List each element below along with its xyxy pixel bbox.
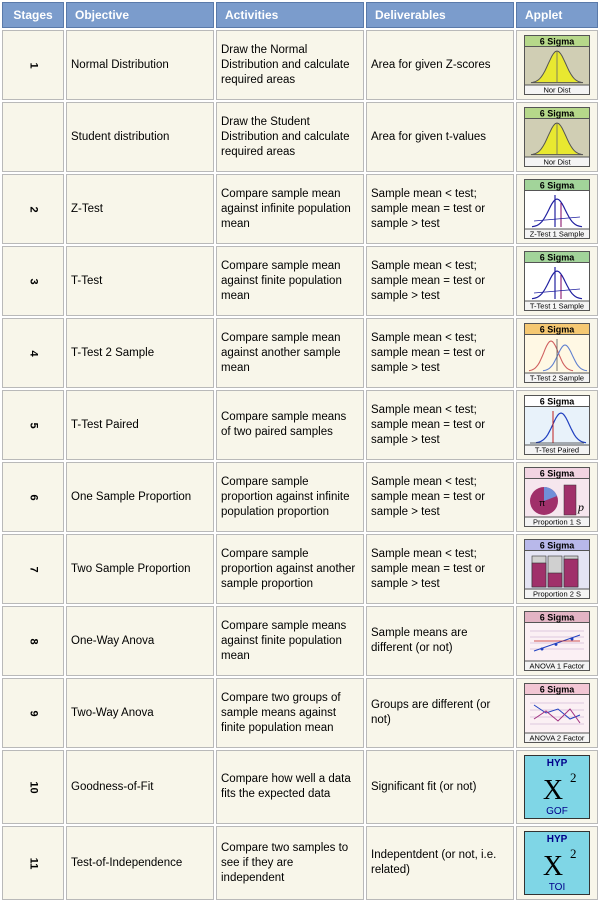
applet-title: 6 Sigma — [539, 108, 575, 119]
stage-cell — [2, 462, 64, 532]
table-row — [2, 30, 598, 100]
chi-symbol: X — [542, 851, 564, 882]
stage-number: 7 — [27, 565, 40, 573]
activities-cell: Compare sample mean against infinite population mean — [216, 174, 364, 244]
header-deliverables: Deliverables — [366, 2, 514, 28]
applet-title: 6 Sigma — [539, 36, 575, 47]
applet-cell — [516, 30, 598, 100]
stage-number: 3 — [27, 277, 40, 285]
applet-caption: TOI — [548, 882, 566, 893]
applet-caption: GOF — [546, 806, 568, 817]
deliverables-cell: Sample mean < test; sample mean = test or sample > test — [366, 174, 514, 244]
stage-cell — [2, 678, 64, 748]
applet-test-lines-icon[interactable] — [524, 251, 590, 311]
deliverables-cell: Sample mean < test; sample mean = test or sample > test — [366, 534, 514, 604]
objective-cell: T-Test Paired — [66, 390, 214, 460]
deliverables-cell: Significant fit (or not) — [366, 750, 514, 824]
deliverables-cell: Sample mean < test; sample mean = test or sample > test — [366, 246, 514, 316]
applet-title: 6 Sigma — [539, 468, 575, 479]
table-row — [2, 750, 598, 824]
table-row — [2, 390, 598, 460]
objective-cell: Two-Way Anova — [66, 678, 214, 748]
applet-title: 6 Sigma — [539, 324, 575, 335]
table-row — [2, 318, 598, 388]
stage-number: 8 — [27, 637, 40, 645]
activities-cell: Compare two groups of sample means against finite population mean — [216, 678, 364, 748]
applet-caption: ANOVA 1 Factor — [529, 661, 585, 671]
activities-cell: Compare sample mean against another sample mean — [216, 318, 364, 388]
applet-title: 6 Sigma — [539, 180, 575, 191]
applet-caption: Proportion 2 S — [533, 589, 581, 599]
chi-exponent: 2 — [570, 770, 577, 785]
objective-cell: Normal Distribution — [66, 30, 214, 100]
table-row — [2, 174, 598, 244]
applet-caption: Proportion 1 S — [533, 517, 581, 527]
deliverables-cell: Area for given Z-scores — [366, 30, 514, 100]
stage-cell — [2, 826, 64, 900]
applet-title: 6 Sigma — [539, 612, 575, 623]
activities-cell: Compare two samples to see if they are independent — [216, 826, 364, 900]
deliverables-cell: Sample means are different (or not) — [366, 606, 514, 676]
applet-title: 6 Sigma — [539, 684, 575, 695]
applet-paired-curve-icon[interactable] — [524, 395, 590, 455]
stage-number: 1 — [27, 61, 40, 69]
objective-cell: Student distribution — [66, 102, 214, 172]
applet-test-lines-icon[interactable] — [524, 179, 590, 239]
activities-cell: Compare sample proportion against infinite population proportion — [216, 462, 364, 532]
table-row — [2, 246, 598, 316]
stage-cell — [2, 318, 64, 388]
stage-cell — [2, 30, 64, 100]
objective-cell: One-Way Anova — [66, 606, 214, 676]
stage-number: 11 — [27, 857, 40, 869]
header-stages: Stages — [2, 2, 64, 28]
applet-title: HYP — [546, 758, 568, 769]
stage-number: 10 — [27, 780, 40, 794]
applet-hyp-icon[interactable] — [524, 755, 590, 819]
activities-cell: Draw the Normal Distribution and calculate required areas — [216, 30, 364, 100]
objective-cell: Z-Test — [66, 174, 214, 244]
table-row — [2, 606, 598, 676]
table-row — [2, 826, 598, 900]
activities-cell: Compare sample proportion against another sample proportion — [216, 534, 364, 604]
deliverables-cell: Sample mean < test; sample mean = test or sample > test — [366, 390, 514, 460]
applet-caption: T-Test 1 Sample — [529, 301, 585, 311]
deliverables-cell: Groups are different (or not) — [366, 678, 514, 748]
applet-cell — [516, 606, 598, 676]
stage-cell — [2, 534, 64, 604]
stage-cell — [2, 246, 64, 316]
applet-cell — [516, 678, 598, 748]
activities-cell: Compare how well a data fits the expected data — [216, 750, 364, 824]
applet-cell — [516, 826, 598, 900]
applet-hyp-icon[interactable] — [524, 831, 590, 895]
applet-bars-icon[interactable] — [524, 539, 590, 599]
applet-cell — [516, 534, 598, 604]
chi-symbol: X — [542, 775, 564, 806]
objective-cell: Test-of-Independence — [66, 826, 214, 900]
applet-cell — [516, 462, 598, 532]
objective-cell: One Sample Proportion — [66, 462, 214, 532]
activities-cell: Compare sample mean against finite population mean — [216, 246, 364, 316]
stage-cell — [2, 174, 64, 244]
applet-title: 6 Sigma — [539, 396, 575, 407]
applet-title: HYP — [546, 834, 568, 845]
deliverables-cell: Sample mean < test; sample mean = test or sample > test — [366, 318, 514, 388]
activities-cell: Compare sample means of two paired samples — [216, 390, 364, 460]
applet-two-curves-icon[interactable] — [524, 323, 590, 383]
objective-cell: T-Test 2 Sample — [66, 318, 214, 388]
applet-title: 6 Sigma — [539, 540, 575, 551]
header-applet: Applet — [516, 2, 598, 28]
objective-cell: Two Sample Proportion — [66, 534, 214, 604]
applet-normal-curve-icon[interactable] — [524, 107, 590, 167]
applet-normal-curve-icon[interactable] — [524, 35, 590, 95]
stage-number: 4 — [27, 349, 40, 357]
chi-exponent: 2 — [570, 846, 577, 861]
objective-cell: T-Test — [66, 246, 214, 316]
pie-label: π — [539, 498, 546, 508]
stage-number: 9 — [27, 709, 40, 717]
table-row — [2, 534, 598, 604]
table-row — [2, 462, 598, 532]
applet-anova1-icon[interactable] — [524, 611, 590, 671]
stage-cell — [2, 102, 64, 172]
applet-caption: Nor Dist — [543, 157, 571, 167]
activities-cell: Draw the Student Distribution and calculate required areas — [216, 102, 364, 172]
applet-caption: ANOVA 2 Factor — [529, 733, 585, 743]
applet-cell — [516, 102, 598, 172]
deliverables-cell: Area for given t-values — [366, 102, 514, 172]
deliverables-cell: Sample mean < test; sample mean = test or sample > test — [366, 462, 514, 532]
applet-caption: Z-Test 1 Sample — [529, 229, 585, 239]
applet-title: 6 Sigma — [539, 252, 575, 263]
applet-caption: Nor Dist — [543, 85, 571, 95]
stage-number: 5 — [27, 421, 40, 429]
stage-cell — [2, 606, 64, 676]
bar-label: p — [578, 500, 584, 514]
applet-caption: T-Test 2 Sample — [529, 373, 585, 383]
stage-number: 2 — [27, 205, 40, 213]
objective-cell: Goodness-of-Fit — [66, 750, 214, 824]
applet-pie-bar-icon[interactable] — [524, 467, 590, 527]
stage-cell — [2, 750, 64, 824]
table-row — [2, 678, 598, 748]
applet-cell — [516, 318, 598, 388]
stage-cell — [2, 390, 64, 460]
stage-number: 6 — [27, 493, 40, 501]
header-objective: Objective — [66, 2, 214, 28]
header-activities: Activities — [216, 2, 364, 28]
applet-cell — [516, 750, 598, 824]
applet-cell — [516, 390, 598, 460]
applet-cell — [516, 174, 598, 244]
activities-cell: Compare sample means against finite population mean — [216, 606, 364, 676]
deliverables-cell: Indepentdent (or not, i.e. related) — [366, 826, 514, 900]
applet-cell — [516, 246, 598, 316]
applet-anova2-icon[interactable] — [524, 683, 590, 743]
header-row — [2, 2, 598, 28]
table-row — [2, 102, 598, 172]
applet-caption: T-Test Paired — [534, 445, 580, 455]
